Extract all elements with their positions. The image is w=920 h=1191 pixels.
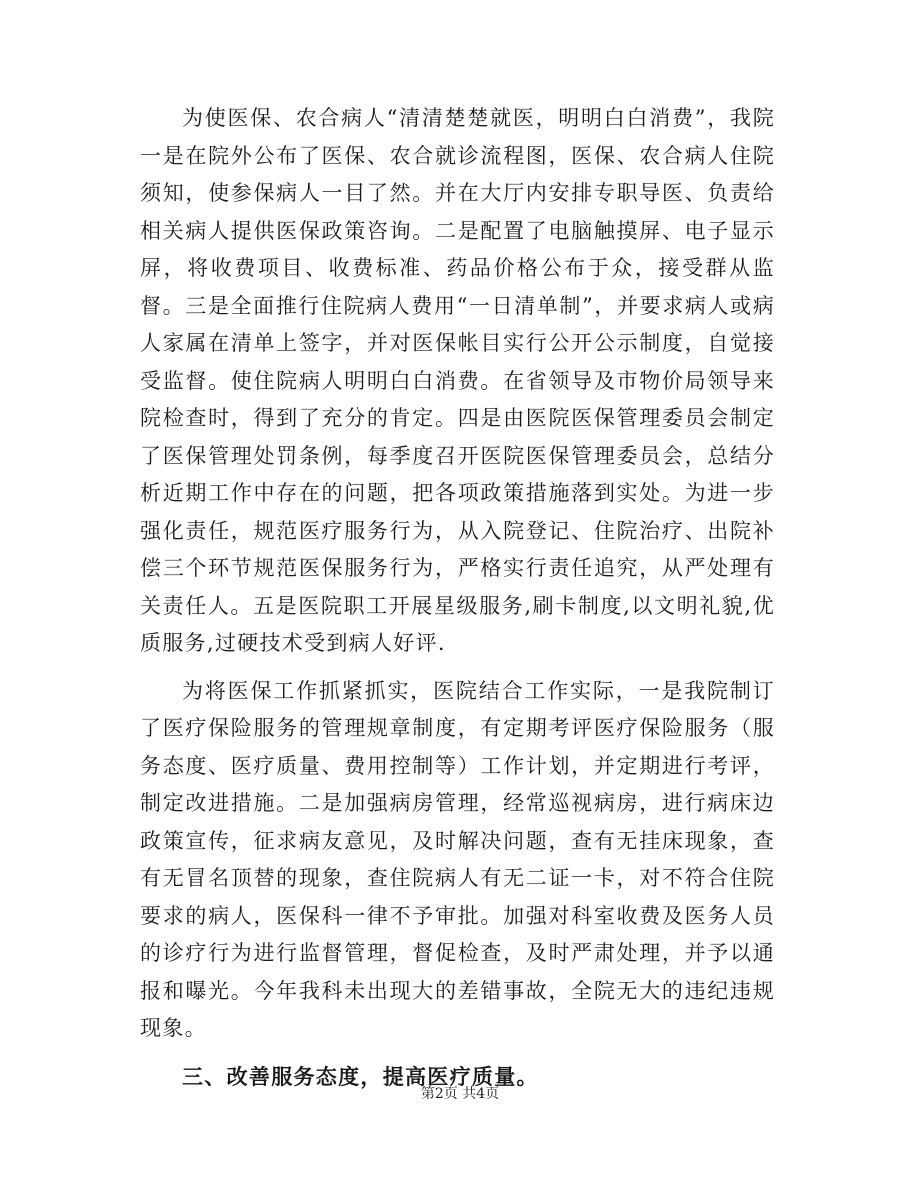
page-number-footer: 第2页 共4页: [420, 1086, 500, 1102]
paragraph-1: 为使医保、农合病人“清清楚楚就医，明明白白消费”，我院一是在院外公布了医保、农合就诊流程图，医保、农合病人住院须知，使参保病人一目了然。并在大厅内安排专职导医、负责给相关病人提供医保政策咨询。二是配置了电脑触摸屏、电子显示屏，将收费项目、收费标准、药品价格公布于众，接受群从监督。三是全面推行住院病人费用“一日清单制”，并要求病人或病人家属在清单上签字，并对医保帐目实行公开公示制度，自觉接受监督。使住院病人明明白白消费。在省领导及市物价局领导来院检查时，得到了充分的肯定。四是由医院医保管理委员会制定了医保管理处罚条例，每季度召开医院医保管理委员会，总结分析近期工作中存在的问题，把各项政策措施落到实处。为进一步强化责任，规范医疗服务行为，从入院登记、住院治疗、出院补偿三个环节规范医保服务行为，严格实行责任追究，从严处理有关责任人。五是医院职工开展星级服务,刷卡制度,以文明礼貌,优质服务,过硬技术受到病人好评.: [140, 106, 775, 655]
document-body: [140, 100, 775, 1095]
section-heading: 三、改善服务态度，提高医疗质量。: [182, 1063, 539, 1089]
paragraph-2: 为将医保工作抓紧抓实，医院结合工作实际，一是我院制订了医疗保险服务的管理规章制度，有定期考评医疗保险服务（服务态度、医疗质量、费用控制等）工作计划，并定期进行考评，制定改进措施。二是加强病房管理，经常巡视病房，进行病床边政策宣传，征求病友意见，及时解决问题，查有无挂床现象，查有无冒名顶替的现象，查住院病人有无二证一卡，对不符合住院要求的病人，医保科一律不予审批。加强对科室收费及医务人员的诊疗行为进行监督管理，督促检查，及时严肃处理，并予以通报和曝光。今年我科未出现大的差错事故，全院无大的违纪违规现象。: [140, 678, 775, 1040]
